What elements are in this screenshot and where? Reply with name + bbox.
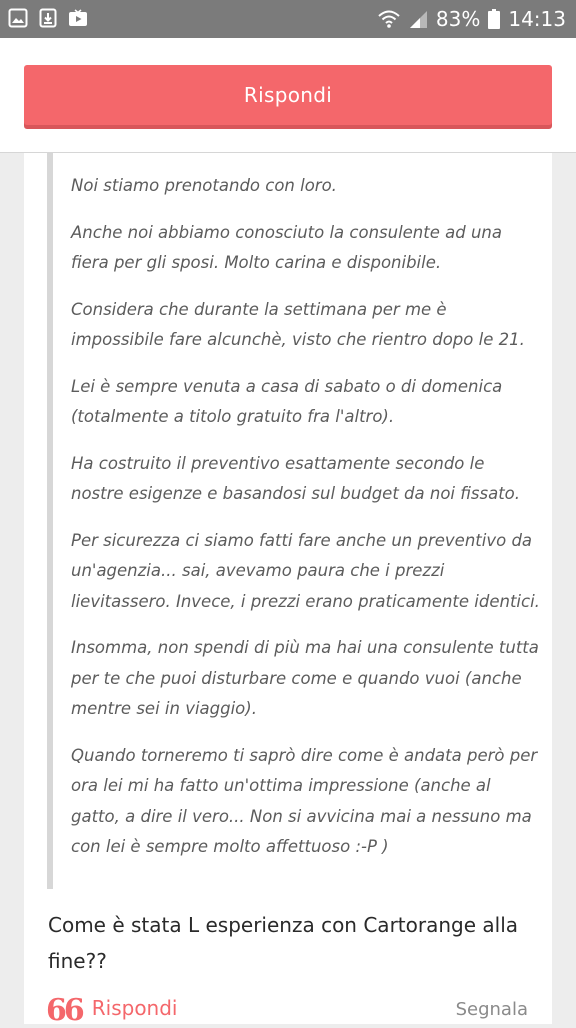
post-card (24, 153, 552, 1028)
system-status (378, 0, 566, 38)
report-link[interactable]: Segnala (455, 999, 528, 1020)
post-text: Come è stata L esperienza con Cartorange alla fine?? (48, 913, 518, 973)
quote-paragraph: Insomma, non spendi di più ma hai una consulente tutta per te che puoi disturbare come e quando vuoi (anche mentre sei in viaggio). (71, 638, 539, 718)
battery-icon (488, 9, 500, 29)
quote-paragraph: Per sicurezza ci siamo fatti fare anche un preventivo da un'agenzia... sai, avevamo paura che i prezzi lievitassero. Invece, i prezzi erano praticamente identici. (71, 530, 540, 611)
reply-link-label: Rispondi (91, 996, 178, 1020)
quote-paragraph: Considera che durante la settimana per me è impossibile fare alcunchè, visto che rientro dopo le 21. (71, 299, 525, 349)
wifi-icon (378, 9, 400, 29)
clock: 14:13 (508, 7, 566, 31)
status-bar (0, 0, 576, 38)
signal-icon (408, 9, 428, 29)
reply-header (0, 38, 576, 153)
battery-percentage: 83% (435, 7, 481, 31)
download-icon (38, 8, 58, 28)
reply-link[interactable] (46, 993, 178, 1028)
gallery-icon (8, 8, 28, 28)
quote-paragraph: Noi stiamo prenotando con loro. (71, 176, 337, 195)
quote-icon: 66 (46, 993, 82, 1028)
quoted-message (47, 153, 552, 889)
quote-paragraph: Quando torneremo ti saprò dire come è andata però per ora lei mi ha fatto un'ottima impressione (anche al gatto, a dire il vero... Non si avvicina mai a nessuno ma con lei è sempre molto affettuoso :-P ) (71, 745, 538, 856)
notification-icons (8, 8, 88, 28)
quote-paragraph: Ha costruito il preventivo esattamente secondo le nostre esigenze e basandosi sul budget da noi fissato. (71, 453, 521, 503)
quote-paragraph: Anche noi abbiamo conosciuto la consulente ad una fiera per gli sposi. Molto carina e disponibile. (71, 222, 502, 272)
reply-button[interactable]: Rispondi (24, 65, 552, 125)
youtube-icon (68, 8, 88, 28)
quote-paragraph: Lei è sempre venuta a casa di sabato o di domenica (totalmente a titolo gratuito fra l'altro). (71, 376, 503, 426)
